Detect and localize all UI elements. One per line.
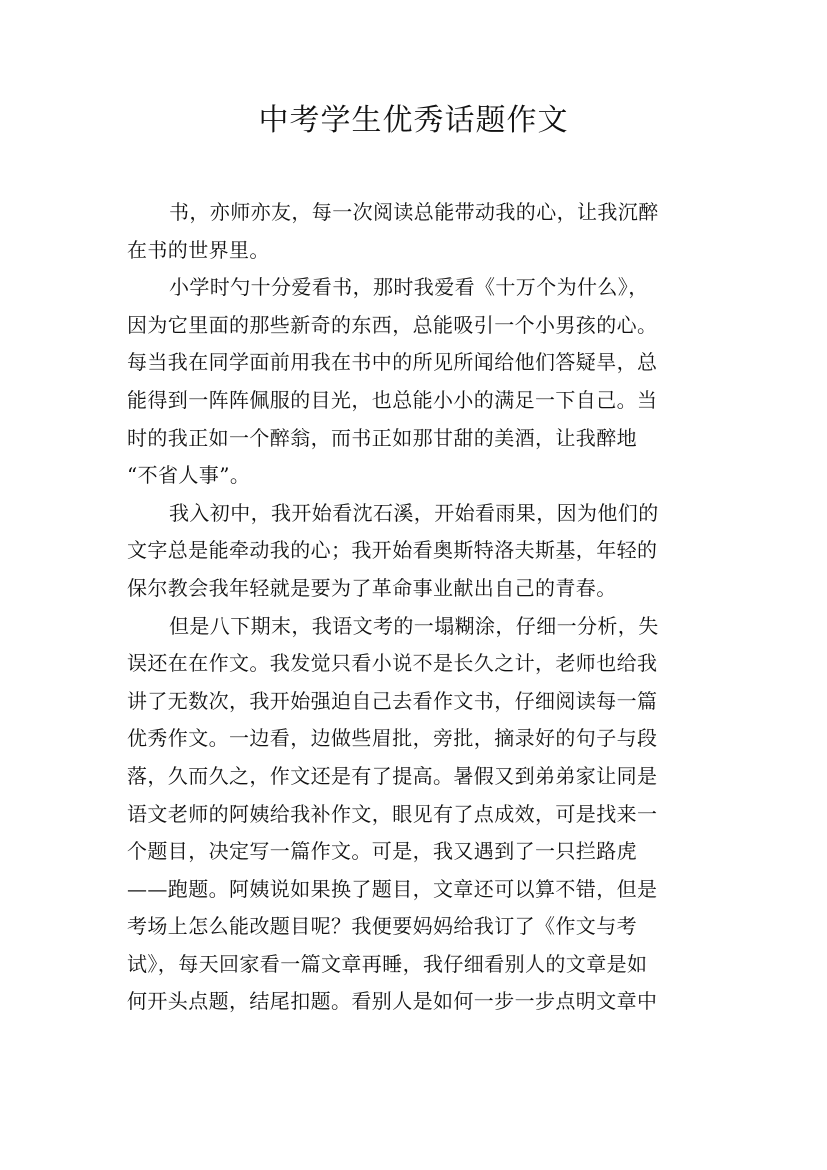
text-line: 能得到一阵阵佩服的目光，也总能小小的满足一下自己。当 <box>127 387 658 412</box>
text-line: 个题目，决定写一篇作文。可是，我又遇到了一只拦路虎 <box>127 839 637 864</box>
text-line: 保尔教会我年轻就是要为了革命事业献出自己的青春。 <box>127 575 617 600</box>
paragraph-first-line: 但是八下期末，我语文考的一塌糊涂，仔细一分析，失 <box>169 613 659 638</box>
text-line: 优秀作文。一边看，边做些眉批，旁批，摘录好的句子与段 <box>127 726 658 751</box>
text-line: 何开头点题，结尾扣题。看别人是如何一步一步点明文章中 <box>127 989 658 1014</box>
text-line: 在书的世界里。 <box>127 237 270 262</box>
paragraph-first-line: 书，亦师亦友，每一次阅读总能带动我的心，让我沉醉 <box>169 200 659 224</box>
paragraph-first-line: 小学时勺十分爱看书，那时我爱看《十万个为什么》， <box>169 275 649 300</box>
text-line: 文字总是能牵动我的心；我开始看奥斯特洛夫斯基，年轻的 <box>127 538 658 563</box>
text-line: 语文老师的阿姨给我补作文，眼见有了点成效，可是找来一 <box>127 801 658 826</box>
text-line: 因为它里面的那些新奇的东西，总能吸引一个小男孩的心。 <box>127 312 658 337</box>
text-line: “不省人事”。 <box>127 463 251 488</box>
document-title: 中考学生优秀话题作文 <box>258 103 569 138</box>
text-line: 考场上怎么能改题目呢？我便要妈妈给我订了《作文与考 <box>127 914 637 939</box>
paragraph-first-line: 我入初中，我开始看沈石溪，开始看雨果，因为他们的 <box>169 500 659 525</box>
text-line: 落，久而久之，作文还是有了提高。暑假又到弟弟家让同是 <box>127 763 658 788</box>
text-line: 试》，每天回家看一篇文章再睡，我仔细看别人的文章是如 <box>127 951 648 976</box>
text-line: 讲了无数次，我开始强迫自己去看作文书，仔细阅读每一篇 <box>127 688 658 713</box>
essay-body <box>127 194 707 1021</box>
text-line: 误还在在作文。我发觉只看小说不是长久之计，老师也给我 <box>127 651 658 676</box>
text-line: 时的我正如一个醉翁，而书正如那甘甜的美酒，让我醉地 <box>127 425 637 450</box>
text-line: 每当我在同学面前用我在书中的所见所闻给他们答疑旱，总 <box>127 350 658 375</box>
text-line: ——跑题。阿姨说如果换了题目，文章还可以算不错，但是 <box>127 876 658 901</box>
